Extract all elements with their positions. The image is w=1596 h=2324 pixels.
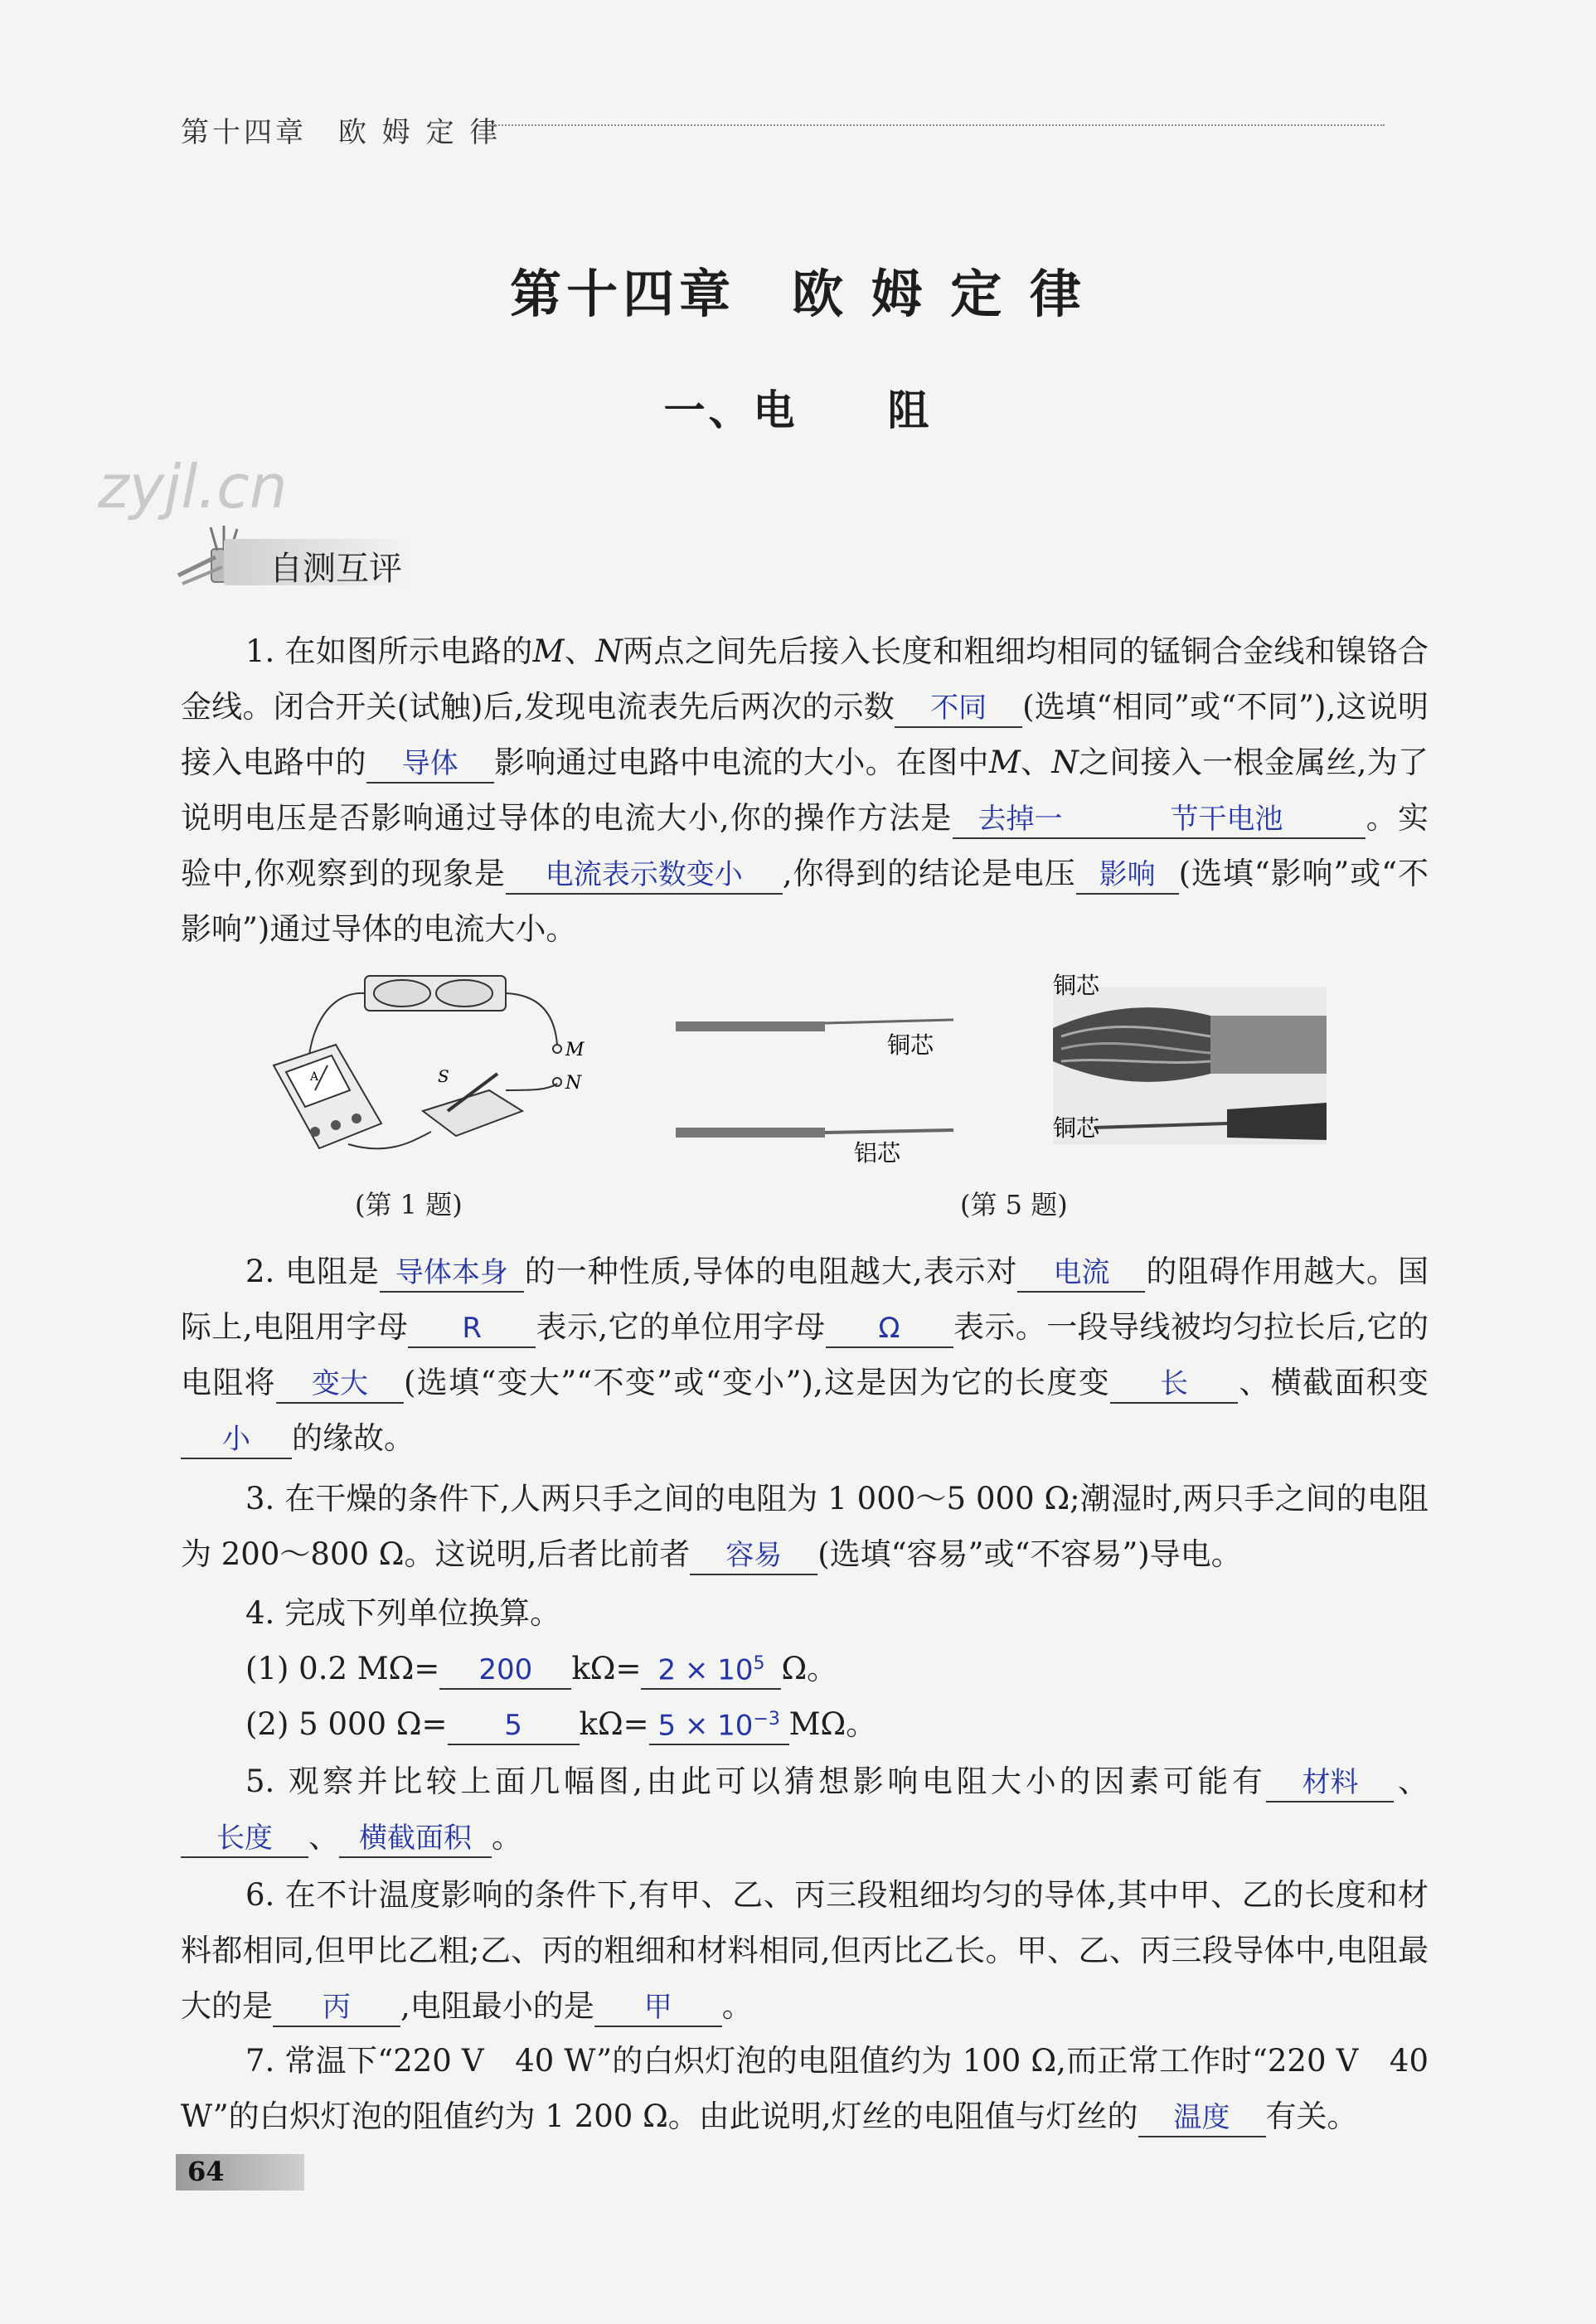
svg-text:M: M xyxy=(565,1040,585,1060)
question-3: 3. 在干燥的条件下,人两只手之间的电阻为 1 000～5 000 Ω;潮湿时,两只手之间的电阻为 200～800 Ω。这说明,后者比前者 容易 (选填“容易”或“不容易”)导电。 xyxy=(181,1471,1429,1582)
figure-1-caption: (第 1 题) xyxy=(355,1189,463,1220)
page-number-badge xyxy=(176,2154,304,2191)
svg-text:铜芯: 铜芯 xyxy=(887,1031,934,1059)
svg-text:铝芯: 铝芯 xyxy=(854,1139,901,1167)
switch-icon xyxy=(423,1066,522,1136)
answer-blank[interactable]: 影响 xyxy=(1076,856,1179,895)
question-6: 6. 在不计温度影响的条件下,有甲、乙、丙三段粗细均匀的导体,其中甲、乙的长度和材料都相同,但甲比乙粗;乙、丙的粗细和材料相同,但丙比乙长。甲、乙、丙三段导体中,电阻最大的是 丙 ,电阻最小的是 甲 。 xyxy=(181,1867,1429,2034)
watermark: zyjl.cn xyxy=(98,452,288,522)
chapter-title: 第十四章 欧 姆 定 律 xyxy=(510,264,1086,324)
question-7: 7. 常温下“220 V 40 W”的白炽灯泡的电阻值约为 100 Ω,而正常工作时“220 V 40 W”的白炽灯泡的阻值约为 1 200 Ω。由此说明,灯丝的电阻值与灯丝的 温度 有关。 xyxy=(181,2033,1429,2144)
answer-blank[interactable]: 温度 xyxy=(1138,2099,1266,2137)
svg-text:S: S xyxy=(438,1066,449,1086)
answer-blank[interactable]: 不同 xyxy=(895,690,1022,728)
answer-blank[interactable]: 200 xyxy=(439,1652,571,1690)
question-4: 4. 完成下列单位换算。 (1) 0.2 MΩ= 200 $k\Omega= 2 \times 10^5$ Ω。 (2) 5 000 Ω= 5 $k\Omega= 5 \times 10^{-3}$ MΩ。 xyxy=(181,1585,1429,1752)
answer-blank[interactable]: $5 \times 10^{-3}$ xyxy=(649,1701,789,1745)
wire-samples-figure xyxy=(663,970,1343,1169)
answer-blank[interactable]: 变大 xyxy=(276,1366,404,1404)
answer-blank[interactable]: 导体本身 xyxy=(380,1254,524,1293)
section-title: 一、电 阻 xyxy=(663,386,933,434)
answer-blank[interactable]: 丙 xyxy=(273,1989,400,2027)
answer-blank[interactable]: 长度 xyxy=(181,1820,308,1858)
page-number: 64 xyxy=(187,2156,225,2187)
self-test-banner xyxy=(174,531,423,590)
answer-blank[interactable]: 导体 xyxy=(366,745,494,784)
answer-blank[interactable]: 长 xyxy=(1110,1366,1238,1404)
running-header: 第十四章 欧 姆 定 律 xyxy=(181,116,502,149)
svg-text:N: N xyxy=(565,1073,582,1094)
answer-blank[interactable]: 小 xyxy=(181,1421,292,1459)
circuit-figure xyxy=(257,966,647,1165)
answer-blank[interactable]: 材料 xyxy=(1266,1764,1394,1802)
answer-blank[interactable]: $2 \times 10^5$ xyxy=(641,1646,781,1690)
answer-blank[interactable]: 节干电池 xyxy=(1089,801,1366,839)
question-2: 2. 电阻是 导体本身 的一种性质,导体的电阻越大,表示对 电流 的阻碍作用越大。国际上,电阻用字母 R 表示,它的单位用字母 Ω 表示。一段导线被均匀拉长后,它的电阻将 变大 (选填“变大”“不变”或“变小”),这是因为它的长度变 长 、横截面积变小 的缘故。 xyxy=(181,1244,1429,1466)
answer-blank[interactable]: 电流表示数变小 xyxy=(506,856,783,895)
svg-text:铜芯: 铜芯 xyxy=(1053,972,1100,999)
answer-blank[interactable]: 横截面积 xyxy=(339,1820,492,1858)
svg-text:A: A xyxy=(310,1070,319,1084)
answer-blank[interactable]: 5 xyxy=(448,1707,580,1745)
question-5: 5. 观察并比较上面几幅图,由此可以猜想影响电阻大小的因素可能有 材料 、长度 、 横截面积 。 xyxy=(181,1754,1429,1865)
figure-5-caption: (第 5 题) xyxy=(960,1189,1068,1220)
ammeter-icon xyxy=(274,1045,381,1148)
answer-blank[interactable]: R xyxy=(408,1310,536,1348)
answer-blank[interactable]: 甲 xyxy=(594,1989,722,2027)
question-1: 1. 在如图所示电路的M、N两点之间先后接入长度和粗细均相同的锰铜合金线和镍铬合金线。闭合开关(试触)后,发现电流表先后两次的示数 不同 (选填“相同”或“不同”),这说明接入电路中的 导体 影响通过电路中电流的大小。在图中M、N之间接入一根金属丝,为了说明电压是否影响通过导体的电流大小,你的操作方法是 去掉一 节干电池 。实验中,你观察到的现象是 电流表示数变小 ,你得到的结论是电压 影响 (选填“影响”或“不影响”)通过导体的电流大小。 xyxy=(181,633,1429,947)
svg-text:铜芯: 铜芯 xyxy=(1053,1114,1100,1142)
answer-blank[interactable]: 容易 xyxy=(690,1537,817,1575)
header-divider xyxy=(489,124,1385,126)
self-test-label: 自测互评 xyxy=(269,550,402,588)
answer-blank[interactable]: 电流 xyxy=(1017,1254,1145,1293)
answer-blank[interactable]: Ω xyxy=(826,1310,953,1348)
answer-blank[interactable]: 去掉一 xyxy=(953,801,1089,839)
